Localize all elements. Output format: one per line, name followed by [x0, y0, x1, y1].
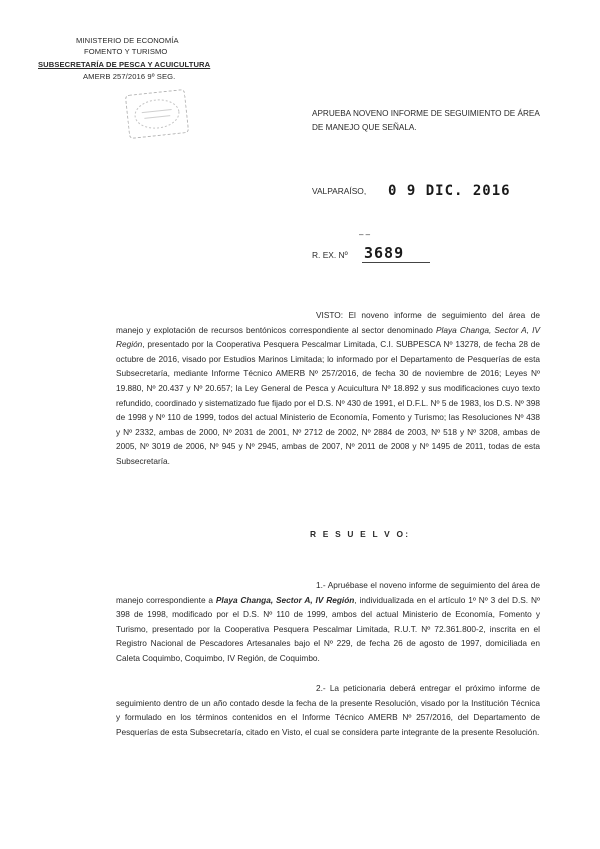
header-fomento: FOMENTO Y TURISMO	[84, 47, 168, 56]
visto-text-a: VISTO: El noveno informe de seguimiento del área de manejo y explotación de recursos bentónicos correspondiente al sector denominado	[116, 310, 540, 335]
seal-stamp	[125, 89, 189, 139]
resuelvo-heading: R E S U E L V O:	[310, 529, 411, 539]
header-reference: AMERB 257/2016 9º SEG.	[83, 72, 176, 81]
resolution-number: 3689	[364, 244, 405, 262]
resolution-label: R. EX. Nº	[312, 250, 348, 260]
item1-area-name: Playa Changa, Sector A, IV Región	[215, 594, 355, 605]
item1-text-a: 1.- Apruébase el noveno informe de seguimiento del área de manejo correspondiente a	[116, 580, 540, 605]
resolution-item-2: 2.- La peticionaria deberá entregar el próximo informe de seguimiento dentro de un año contado desde la fecha de la presente Resolución, visado por la Institución Técnica y formulado en los términos contenidos en el Informe Técnico AMERB Nº 257/2016, del Departamento de Pesquerías de esta Subsecretaría, citado en Visto, el cual se considera parte integrante de la presente Resolución.	[116, 683, 540, 737]
header-subsecretaria: SUBSECRETARÍA DE PESCA Y ACUICULTURA	[38, 60, 211, 69]
number-mark: ‒ ‒	[359, 230, 371, 239]
visto-area-name: Playa Changa, Sector A, IV Región	[116, 324, 540, 350]
visto-text-c: , presentado por la Cooperativa Pesquera Pescalmar Limitada, C.I. SUBPESCA Nº 13278, de fecha 28 de octubre de 2016, visado por Estudios Marinos Limitada; lo informado por el Departamento de Pesquerías de esta Subsecretaría, mediante Informe Técnico AMERB Nº 257/2016, de fecha 30 de noviembre de 2016; Leyes Nº 19.880, Nº 20.437 y Nº 20.657; la Ley General de Pesca y Acuicultura Nº 18.892 y sus modificaciones cuyo texto refundido, coordinado y sistematizado fue fijado por el D.S. Nº 430 de 1991, el D.F.L. Nº 5 de 1983, los D.S. Nº 398 de 1998 y Nº 110 de 1999, todos del actual Ministerio de Economía, Fomento y Turismo; las Resoluciones Nº 438 y Nº 2332, ambas de 2000, Nº 2031 de 2001, Nº 2712 de 2002, Nº 2884 de 2003, Nº 518 y Nº 3208, ambas de 2005, Nº 3019 de 2006, Nº 945 y Nº 2945, ambas de 2007, Nº 2011 de 2008 y Nº 1495 de 2011, todas de esta Subsecretaría.	[116, 339, 540, 466]
item1-text-c: , individualizada en el artículo 1º Nº 3 del D.S. Nº 398 de 1998, modificado por el D.S. Nº 110 de 1999, ambos del actual Ministerio de Economía, Fomento y Turismo, presentado por la Cooperativa Pesquera Pescalmar Limitada, R.U.T. Nº 72.361.800-2, inscrita en el Registro Nacional de Pescadores Artesanales bajo el Nº 229, de fecha 26 de agosto de 1997, domiciliada en Caleta Coquimbo, Coquimbo, IV Región, de Coquimbo.	[116, 594, 540, 663]
resolution-item-1	[116, 578, 540, 666]
document-title: APRUEBA NOVENO INFORME DE SEGUIMIENTO DE ÁREA DE MANEJO QUE SEÑALA.	[312, 109, 540, 132]
date-stamp: 0 9 DIC. 2016	[388, 183, 511, 199]
visto-paragraph	[116, 308, 540, 469]
resolution-underline	[362, 262, 430, 263]
seal-icon	[130, 94, 183, 133]
place-label: VALPARAÍSO,	[312, 186, 367, 196]
header-ministry: MINISTERIO DE ECONOMÍA	[76, 36, 179, 45]
